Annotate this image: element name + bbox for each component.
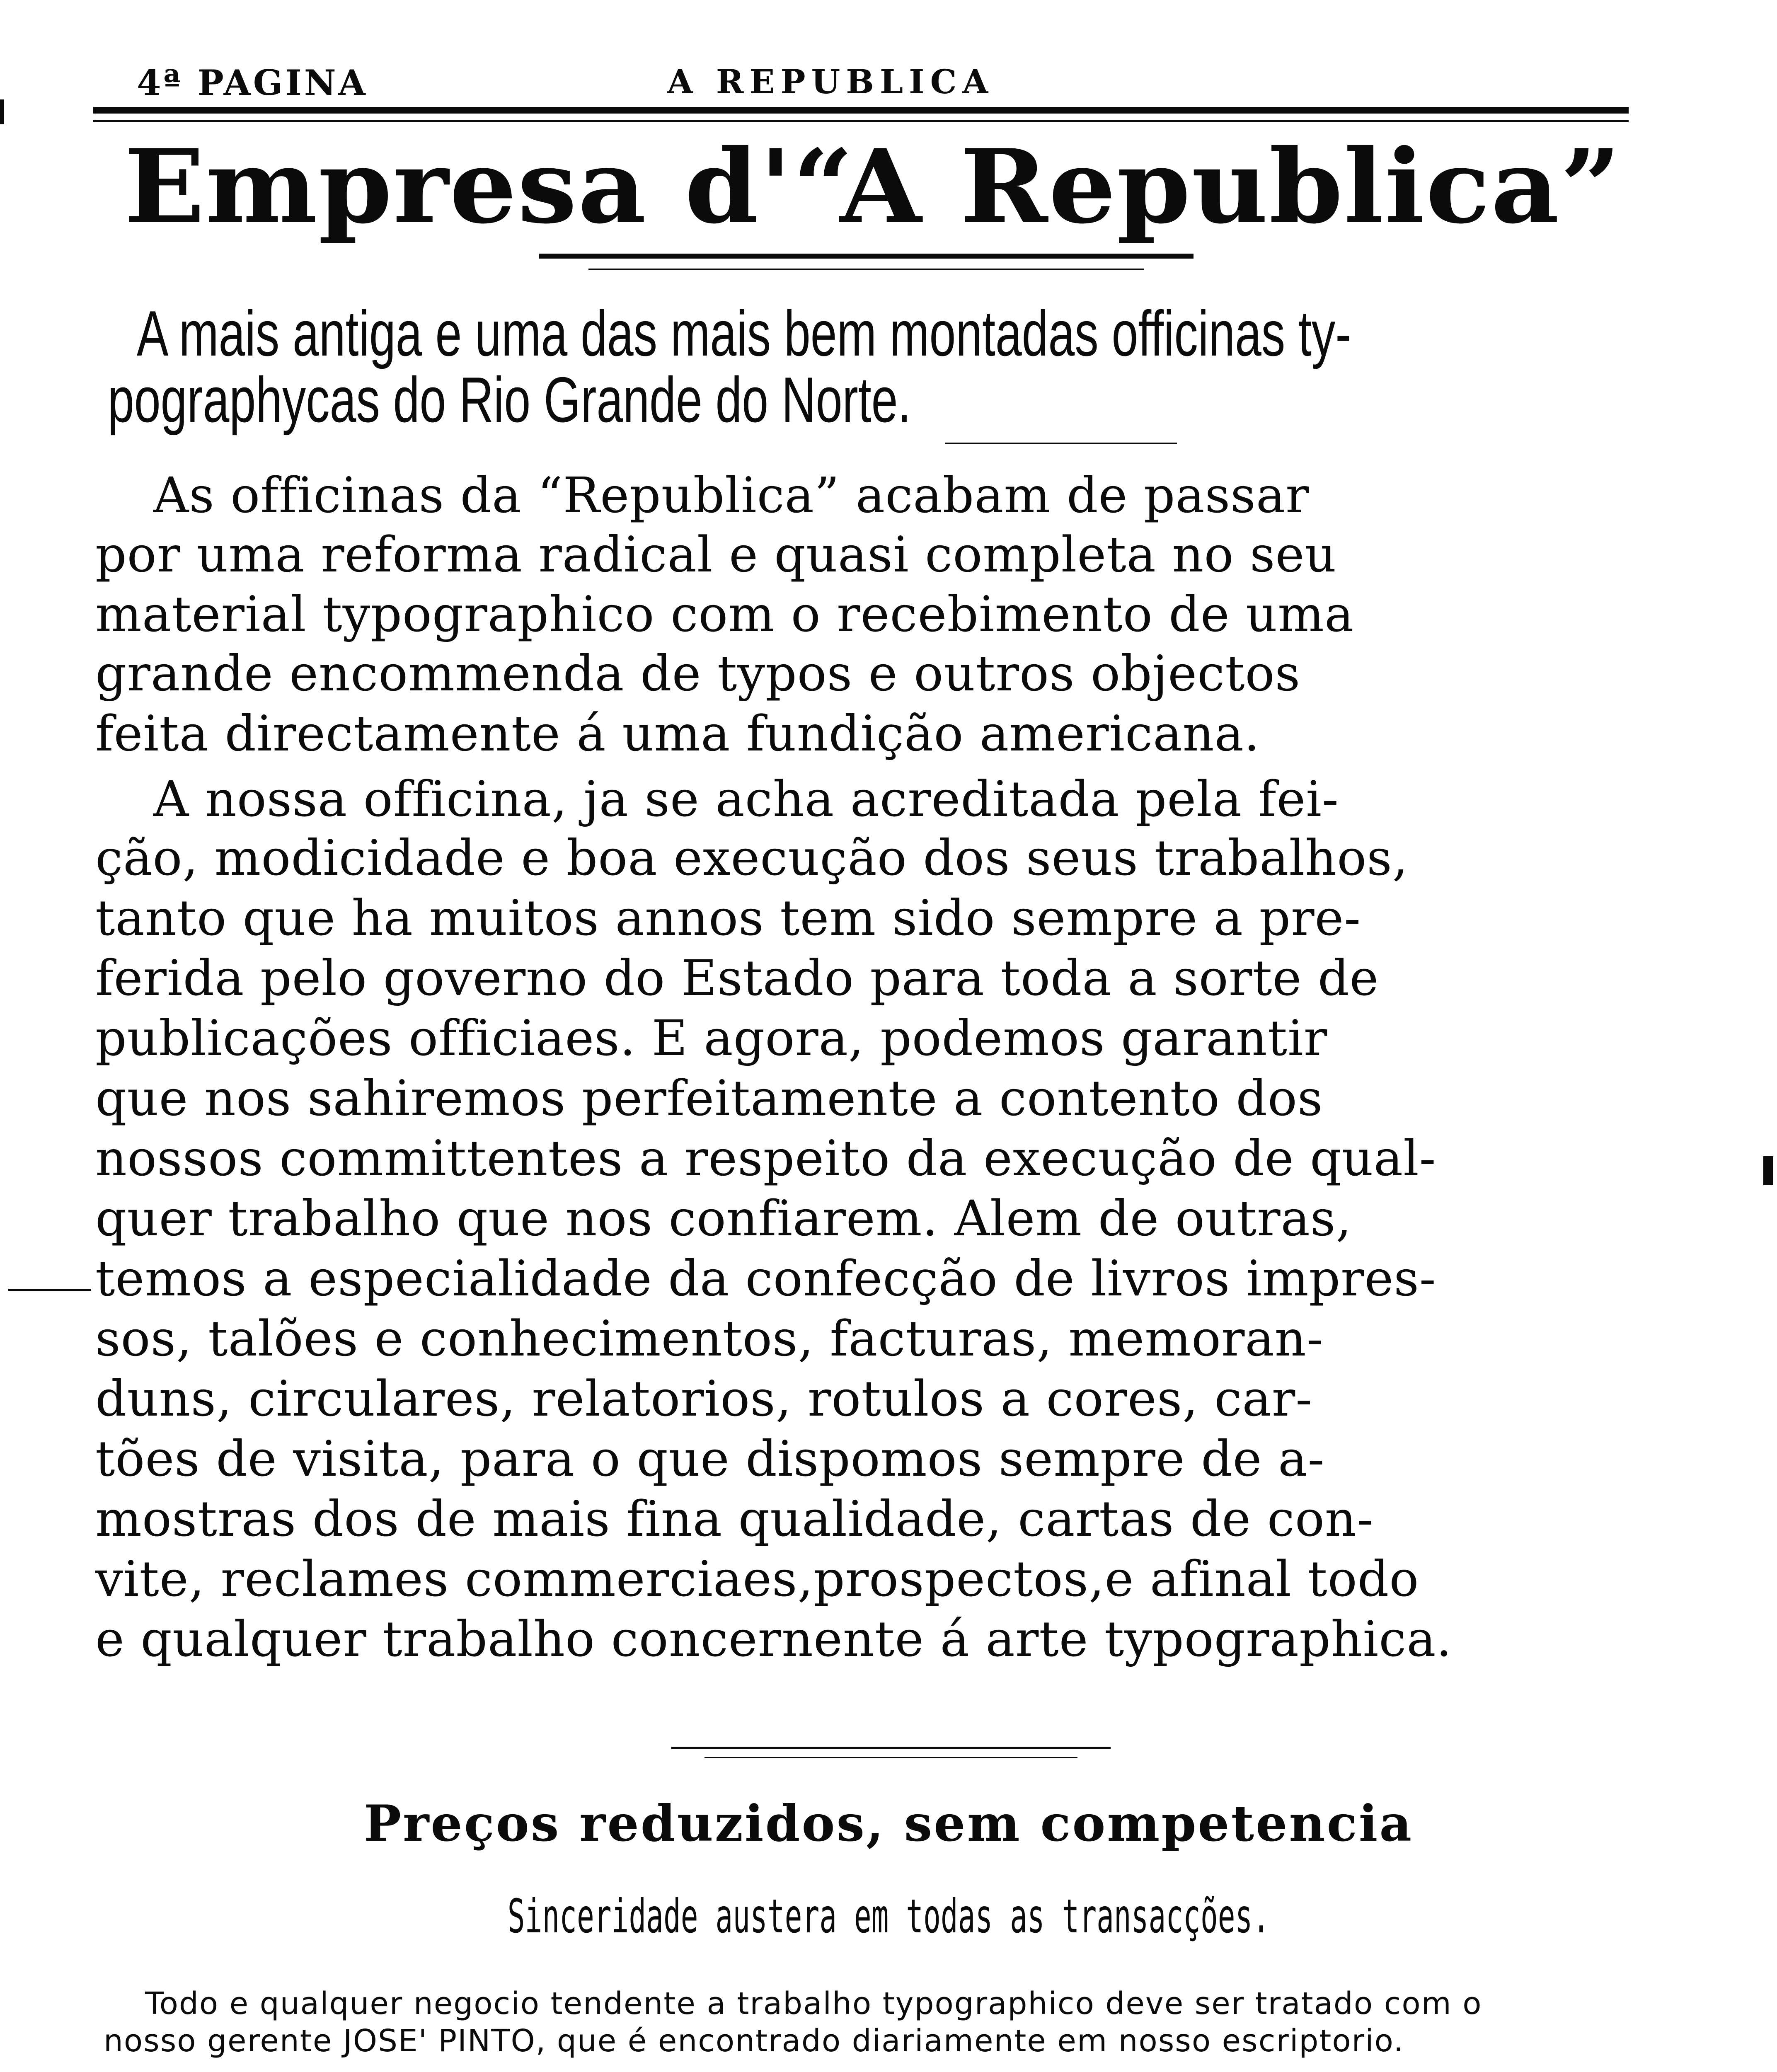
body-line: material typographico com o recebimento de uma [95,586,1354,643]
body-line: duns, circulares, relatorios, rotulos a cores, car- [95,1370,1313,1427]
title-underline-thin [588,269,1144,270]
page-title: Empresa d'“A Republica” [124,127,1622,246]
body-line: nossos committentes a respeito da execução de qual- [95,1130,1436,1187]
title-underline-thick [539,254,1194,259]
sincerity-text: Sinceridade austera em todas as transacções. [507,1890,1270,1944]
header-paper-name: A REPUBLICA [667,62,994,101]
body-line: e qualquer trabalho concernente á arte typographica. [95,1610,1453,1668]
intro-line-2: pographycas do Rio Grande do Norte. [108,364,911,436]
body-divider-thin [705,1757,1077,1758]
intro-line-1: A mais antiga e uma das mais bem montadas officinas ty- [137,298,1351,369]
manager-note-line-2: nosso gerente JOSE' PINTO, que é encontrado diariamente em nosso escriptorio. [104,2023,1404,2059]
intro-divider [945,443,1177,444]
scan-margin-tick [8,1289,91,1291]
body-line: que nos sahiremos perfeitamente a contento dos [95,1070,1323,1127]
body-line: temos a especialidade da confecção de livros impres- [95,1250,1436,1307]
body-line: feita directamente á uma fundição americana. [95,705,1260,762]
body-line: As officinas da “Republica” acabam de passar [153,467,1310,524]
header-page-number: 4ª PAGINA [137,62,368,103]
body-line: por uma reforma radical e quasi completa no seu [95,526,1337,583]
body-line: A nossa officina, ja se acha acreditada pela fei- [153,770,1339,828]
body-line: quer trabalho que nos confiarem. Alem de outras, [95,1190,1352,1247]
body-line: vite, reclames commerciaes,prospectos,e afinal todo [95,1550,1419,1607]
body-line: ferida pelo governo do Estado para toda a sorte de [95,949,1379,1007]
prices-slogan: Preços reduzidos, sem competencia [363,1794,1414,1853]
body-line: ção, modicidade e boa execução dos seus trabalhos, [95,829,1409,886]
body-line: sos, talões e conhecimentos, facturas, memoran- [95,1310,1324,1367]
body-line: tões de visita, para o que dispomos sempre de a- [95,1430,1325,1487]
body-line: grande encommenda de typos e outros objectos [95,645,1301,702]
sincerity-slogan [0,1890,1777,1944]
body-line: mostras dos de mais fina qualidade, cartas de con- [95,1490,1374,1547]
header-rule-thin [93,120,1629,122]
scan-right-edge-mark [1763,1156,1773,1185]
body-line: publicações officiaes. E agora, podemos garantir [95,1009,1328,1067]
scan-left-edge-mark [0,99,4,124]
body-divider-thick [671,1747,1111,1749]
header-rule-thick [93,107,1629,114]
manager-note-line-1: Todo e qualquer negocio tendente a trabalho typographico deve ser tratado com o [145,1986,1482,2021]
body-line: tanto que ha muitos annos tem sido sempre a pre- [95,889,1361,946]
